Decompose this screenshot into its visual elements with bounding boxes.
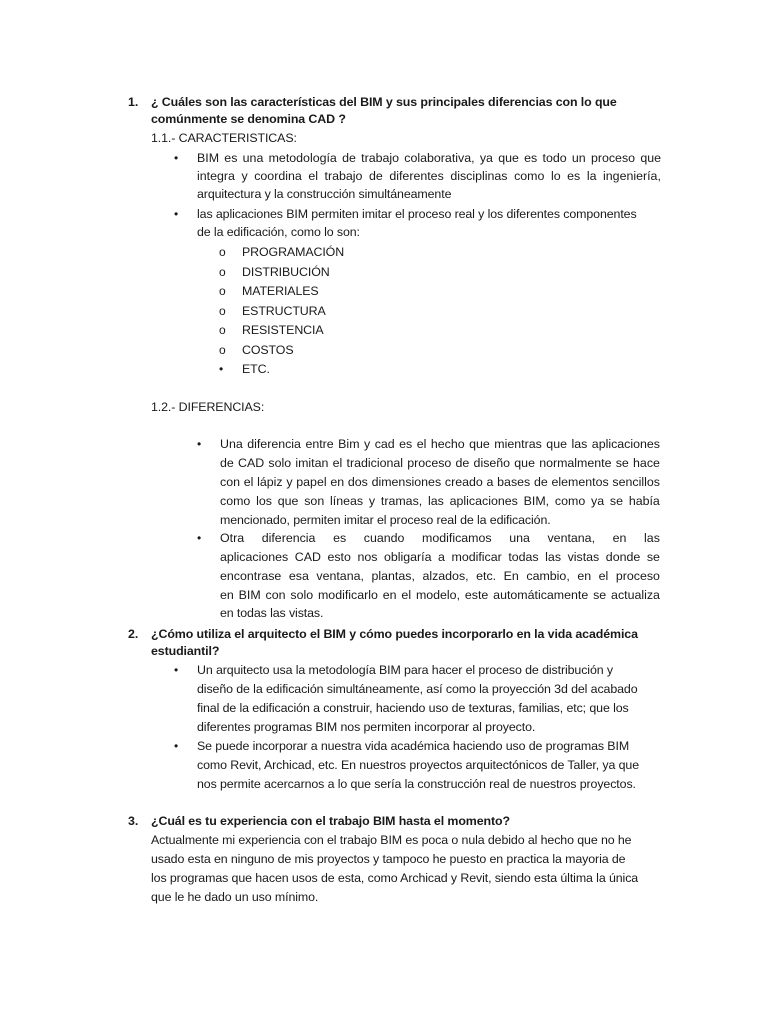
circle-bullet-icon: o bbox=[219, 245, 226, 259]
word: y bbox=[368, 494, 376, 508]
difference-2-line-last: en todas las vistas. bbox=[220, 606, 324, 620]
characteristic-1-line-1 bbox=[197, 150, 661, 166]
word: se bbox=[615, 456, 629, 470]
word: metodología bbox=[268, 151, 337, 165]
word: en bbox=[330, 475, 345, 489]
word: modificar bbox=[451, 550, 502, 564]
word: ingeniería, bbox=[603, 169, 661, 183]
word: los bbox=[256, 494, 272, 508]
word: integra bbox=[197, 169, 235, 183]
word: la bbox=[586, 169, 597, 183]
word: cuando bbox=[363, 531, 405, 545]
bullet-icon: • bbox=[197, 437, 202, 451]
word: normalmente bbox=[539, 456, 612, 470]
difference-1-row-2 bbox=[220, 455, 660, 471]
word: una bbox=[509, 531, 530, 545]
word: las bbox=[644, 531, 660, 545]
word: Otra bbox=[220, 531, 245, 545]
section-1-2-heading: 1.2.- DIFERENCIAS: bbox=[151, 400, 265, 414]
word: coordina bbox=[254, 169, 302, 183]
q1-title-line-2: comúnmente se denomina CAD ? bbox=[151, 112, 346, 126]
difference-2-row-3 bbox=[220, 568, 660, 584]
word: que bbox=[277, 494, 299, 508]
word: y bbox=[286, 475, 293, 489]
word: disciplinas bbox=[450, 169, 508, 183]
bullet-icon: • bbox=[174, 207, 179, 221]
word: dimensiones bbox=[371, 475, 442, 489]
word: diferencia bbox=[261, 531, 316, 545]
word: el bbox=[308, 169, 318, 183]
characteristic-1-cont bbox=[197, 168, 661, 184]
q2-bullet-2-line: como Revit, Archicad, etc. En nuestros proyectos arquitectónicos de Taller, ya que bbox=[197, 758, 639, 772]
word: colaborativa, bbox=[404, 151, 475, 165]
sub-item: RESISTENCIA bbox=[242, 323, 324, 337]
difference-2-line bbox=[220, 587, 660, 603]
word: en bbox=[612, 531, 627, 545]
word: esa bbox=[288, 569, 309, 583]
word: se bbox=[593, 588, 607, 602]
word: ventana, bbox=[316, 569, 364, 583]
word: lo bbox=[550, 169, 561, 183]
word: BIM, bbox=[523, 494, 550, 508]
word: a bbox=[486, 475, 494, 489]
word: son bbox=[304, 494, 325, 508]
word: que bbox=[546, 437, 567, 451]
difference-2-row-1 bbox=[220, 530, 660, 546]
word: como bbox=[220, 494, 251, 508]
word: Bim bbox=[338, 437, 360, 451]
word: sencillos bbox=[612, 475, 660, 489]
word: creado bbox=[444, 475, 483, 489]
word: que bbox=[514, 456, 535, 470]
word: a bbox=[438, 550, 445, 564]
word: se bbox=[646, 550, 660, 564]
word: En bbox=[503, 569, 519, 583]
word: etc. bbox=[476, 569, 497, 583]
word: líneas bbox=[330, 494, 364, 508]
word: las bbox=[545, 550, 562, 564]
circle-bullet-icon: o bbox=[219, 343, 226, 357]
word: es bbox=[567, 169, 581, 183]
word: nos bbox=[357, 550, 378, 564]
word: de bbox=[368, 169, 383, 183]
q1-number: 1. bbox=[128, 95, 139, 109]
difference-2-row-2 bbox=[220, 549, 660, 565]
sub-item: DISTRIBUCIÓN bbox=[242, 265, 330, 279]
word: que bbox=[640, 151, 661, 165]
word: todas bbox=[508, 550, 539, 564]
word: aplicaciones bbox=[591, 437, 660, 451]
difference-2-line bbox=[220, 568, 660, 584]
word: ya bbox=[591, 494, 605, 508]
q3-number: 3. bbox=[128, 814, 139, 828]
difference-2-row-4 bbox=[220, 587, 660, 603]
bullet-icon: • bbox=[174, 663, 179, 677]
word: había bbox=[628, 494, 660, 508]
difference-1-line bbox=[220, 493, 660, 509]
word: el bbox=[332, 456, 343, 470]
sub-item: ESTRUCTURA bbox=[242, 304, 326, 318]
q1-title-line-1: ¿ Cuáles son las características del BIM y sus principales diferencias con lo que bbox=[151, 95, 617, 109]
q2-bullet-1-line: diseño de la edificación simultáneamente, así como la proyección 3d del acabado bbox=[197, 682, 638, 696]
word: obligaría bbox=[383, 550, 432, 564]
word: y bbox=[364, 437, 371, 451]
word: en bbox=[577, 569, 592, 583]
word: es bbox=[399, 437, 413, 451]
word: se bbox=[609, 494, 624, 508]
difference-1-line bbox=[220, 436, 660, 452]
word: todo bbox=[542, 151, 567, 165]
word: con bbox=[220, 475, 240, 489]
word: solo bbox=[268, 456, 292, 470]
difference-1-row-3 bbox=[220, 474, 660, 490]
word: es bbox=[224, 151, 238, 165]
word: el bbox=[401, 588, 412, 602]
word: automáticamente bbox=[493, 588, 589, 602]
word: CAD bbox=[238, 456, 265, 470]
q2-bullet-1-line: final de la edificación a construir, haciendo uso de texturas, familias, etc; que los bbox=[197, 701, 629, 715]
word: modelo, bbox=[415, 588, 461, 602]
circle-bullet-icon: o bbox=[219, 284, 226, 298]
circle-bullet-icon: o bbox=[219, 304, 226, 318]
word: el bbox=[416, 437, 427, 451]
characteristic-1 bbox=[197, 150, 661, 166]
word: trabajo bbox=[324, 169, 363, 183]
characteristic-1-line-3: arquitectura y la construcción simultáneamente bbox=[197, 187, 452, 201]
difference-2-line bbox=[220, 549, 660, 565]
word: el bbox=[243, 475, 254, 489]
word: solo bbox=[290, 588, 314, 602]
word: Una bbox=[220, 437, 243, 451]
word: es bbox=[524, 151, 538, 165]
characteristic-2-line-1: las aplicaciones BIM permiten imitar el proceso real y los diferentes componentes bbox=[197, 207, 637, 221]
word: de bbox=[455, 456, 470, 470]
bullet-icon: • bbox=[197, 531, 202, 545]
difference-2-line bbox=[220, 530, 660, 546]
difference-1-line bbox=[220, 455, 660, 471]
word: de bbox=[220, 456, 234, 470]
q3-body-line: que le he dado un uso mínimo. bbox=[151, 890, 319, 904]
q3-body-line: Actualmente mi experiencia con el trabajo BIM es poca o nula debido al hecho que no he bbox=[151, 833, 632, 847]
word: donde bbox=[605, 550, 641, 564]
q2-bullet-1-line: Un arquitecto usa la metodología BIM para hacer el proceso de distribución y bbox=[197, 663, 613, 677]
q2-number: 2. bbox=[128, 627, 139, 641]
difference-1-line bbox=[220, 474, 660, 490]
circle-bullet-icon: o bbox=[219, 265, 226, 279]
word: tramas, bbox=[380, 494, 423, 508]
word: imitan bbox=[295, 456, 329, 470]
word: modificamos bbox=[422, 531, 492, 545]
word: entre bbox=[305, 437, 334, 451]
characteristic-1-line-2 bbox=[197, 168, 661, 184]
word: en bbox=[220, 588, 234, 602]
word: modificarlo bbox=[317, 588, 378, 602]
word: esto bbox=[327, 550, 351, 564]
word: y bbox=[241, 169, 248, 183]
word: como bbox=[514, 169, 545, 183]
word: trabajo bbox=[361, 151, 400, 165]
q3-title: ¿Cuál es tu experiencia con el trabajo BIM hasta el momento? bbox=[151, 814, 510, 828]
word: cad bbox=[374, 437, 395, 451]
word: actualiza bbox=[611, 588, 660, 602]
word: este bbox=[464, 588, 489, 602]
q2-bullet-1-line: diferentes programas BIM nos permiten incorporar al proyecto. bbox=[197, 720, 536, 734]
sub-item: COSTOS bbox=[242, 343, 294, 357]
word: proceso bbox=[590, 151, 636, 165]
word: ya bbox=[479, 151, 493, 165]
word: lápiz bbox=[257, 475, 283, 489]
q3-body-line: usado esta en ninguno de mis proyectos y tampoco he puesto en practica la mayoria de bbox=[151, 852, 626, 866]
word: tradicional bbox=[346, 456, 403, 470]
word: CAD bbox=[294, 550, 321, 564]
characteristic-2-line-2: de la edificación, como lo son: bbox=[197, 225, 360, 239]
q2-bullet-2-line: nos permite acercarnos a lo que sería la construcción real de nuestros proyectos. bbox=[197, 777, 636, 791]
word: aplicaciones bbox=[449, 494, 518, 508]
q2-title-line-1: ¿Cómo utiliza el arquitecto el BIM y cómo puedes incorporarlo en la vida académica bbox=[151, 627, 638, 641]
q2-bullet-2-line: Se puede incorporar a nuestra vida académica haciendo uso de programas BIM bbox=[197, 739, 630, 753]
word: una bbox=[242, 151, 264, 165]
word: encontrase bbox=[220, 569, 282, 583]
word: diferencia bbox=[247, 437, 301, 451]
word: plantas, bbox=[371, 569, 415, 583]
word: el bbox=[598, 569, 609, 583]
word: dos bbox=[347, 475, 368, 489]
word: proceso bbox=[407, 456, 452, 470]
word: con bbox=[265, 588, 286, 602]
word: en bbox=[382, 588, 397, 602]
sub-item: MATERIALES bbox=[242, 284, 319, 298]
word: mientras bbox=[494, 437, 542, 451]
word: aplicaciones bbox=[220, 550, 289, 564]
difference-1-row-1 bbox=[220, 436, 660, 452]
word: las bbox=[571, 437, 588, 451]
word: ventana, bbox=[547, 531, 596, 545]
section-1-1-heading: 1.1.- CARACTERISTICAS: bbox=[151, 131, 297, 145]
word: hace bbox=[633, 456, 660, 470]
word: diseño bbox=[473, 456, 511, 470]
word: proceso bbox=[615, 569, 660, 583]
word: cambio, bbox=[526, 569, 570, 583]
bullet-icon: • bbox=[174, 739, 179, 753]
circle-bullet-icon: o bbox=[219, 323, 226, 337]
q2-title-line-2: estudiantil? bbox=[151, 644, 220, 658]
bullet-icon: • bbox=[219, 362, 224, 376]
difference-1-line-last: mencionado, permiten imitar el proceso real de la edificación. bbox=[220, 513, 551, 527]
sub-item: PROGRAMACIÓN bbox=[242, 245, 345, 259]
word: de bbox=[533, 475, 548, 489]
word: bases bbox=[497, 475, 531, 489]
bullet-icon: • bbox=[174, 151, 179, 165]
word: BIM bbox=[197, 151, 220, 165]
word: BIM bbox=[238, 588, 261, 602]
word: diferentes bbox=[389, 169, 444, 183]
word: las bbox=[428, 494, 444, 508]
word: elementos bbox=[551, 475, 609, 489]
word: vistas bbox=[567, 550, 600, 564]
word: que bbox=[469, 437, 490, 451]
word: que bbox=[498, 151, 519, 165]
q3-body-line: los programas que hacen usos de esta, como Archicad y Revit, siendo esta última la única bbox=[151, 871, 639, 885]
word: como bbox=[554, 494, 586, 508]
word: de bbox=[342, 151, 356, 165]
word: papel bbox=[296, 475, 327, 489]
word: es bbox=[333, 531, 347, 545]
word: un bbox=[571, 151, 586, 165]
sub-item-last: ETC. bbox=[242, 362, 270, 376]
difference-1-row-4 bbox=[220, 493, 660, 509]
word: hecho bbox=[430, 437, 465, 451]
word: alzados, bbox=[422, 569, 469, 583]
